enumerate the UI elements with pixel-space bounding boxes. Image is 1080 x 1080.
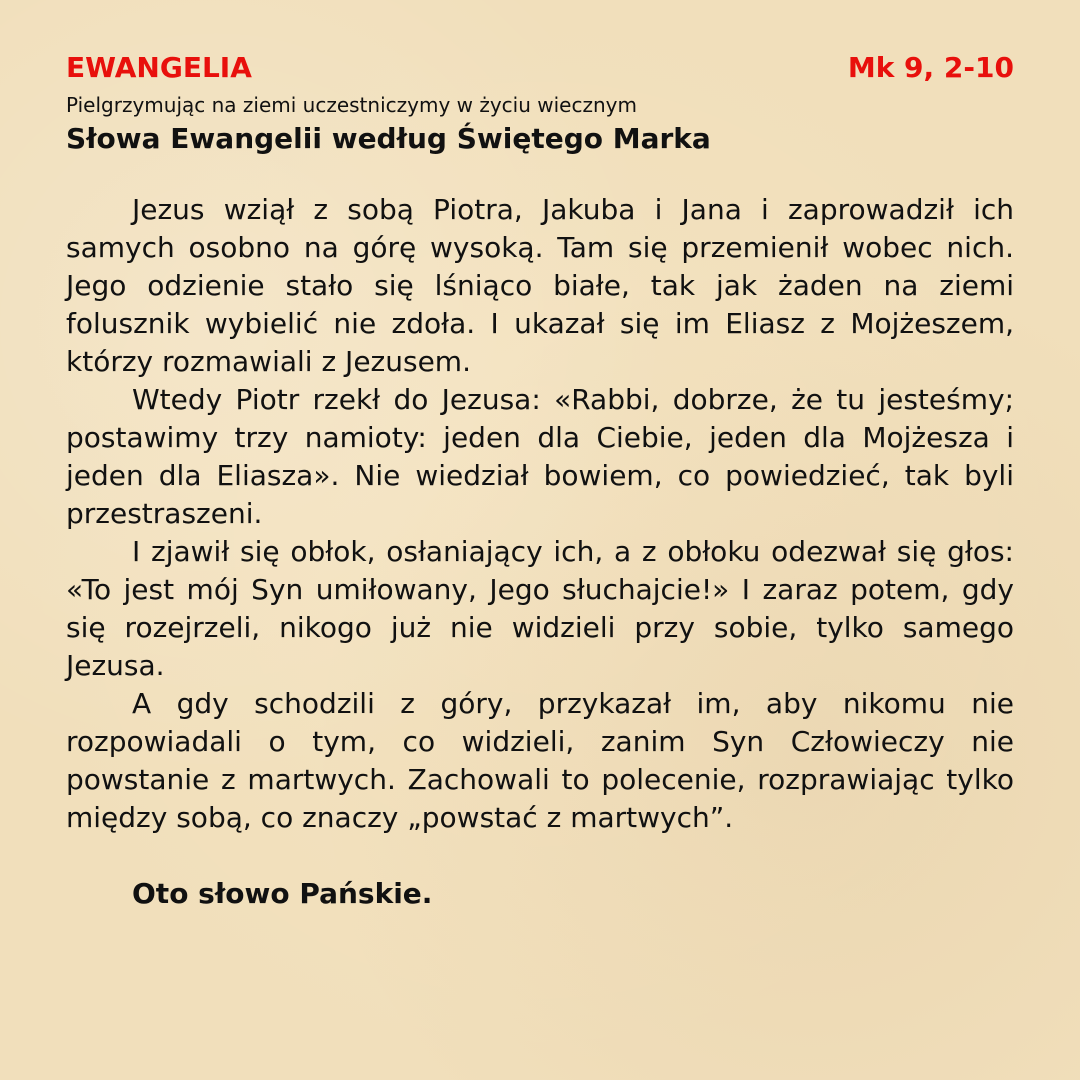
- reading-label: EWANGELIA: [66, 51, 252, 84]
- closing-acclamation: Oto słowo Pańskie.: [132, 877, 433, 910]
- paragraph: A gdy schodzili z góry, przykazał im, aby nikomu nie rozpowiadali o tym, co widzieli, zanim Syn Człowieczy nie powstanie z martwych. Zachowali to polecenie, rozprawiając tylko między sobą, co znaczy „powstać z martwych”.: [66, 687, 1014, 834]
- scripture-reference: Mk 9, 2-10: [847, 51, 1014, 84]
- gospel-text: [66, 191, 1014, 837]
- reading-subtitle: Pielgrzymując na ziemi uczestniczymy w życiu wiecznym: [66, 93, 637, 117]
- paragraph: I zjawił się obłok, osłaniający ich, a z obłoku odezwał się głos: «To jest mój Syn umiłowany, Jego słuchajcie!» I zaraz potem, gdy się rozejrzeli, nikogo już nie widzieli przy sobie, tylko samego Jezusa.: [66, 535, 1014, 682]
- reading-page: [66, 48, 1014, 913]
- paragraph: Wtedy Piotr rzekł do Jezusa: «Rabbi, dobrze, że tu jesteśmy; postawimy trzy namioty: jeden dla Ciebie, jeden dla Mojżesza i jeden dla Eliasza». Nie wiedział bowiem, co powiedzieć, tak byli przestraszeni.: [66, 383, 1014, 530]
- reading-heading: Słowa Ewangelii według Świętego Marka: [66, 122, 711, 155]
- header-row: [66, 48, 1014, 88]
- paragraph: Jezus wziął z sobą Piotra, Jakuba i Jana i zaprowadził ich samych osobno na górę wysoką. Tam się przemienił wobec nich. Jego odzienie stało się lśniąco białe, tak jak żaden na ziemi folusznik wybielić nie zdoła. I ukazał się im Eliasz z Mojżeszem, którzy rozmawiali z Jezusem.: [66, 193, 1014, 378]
